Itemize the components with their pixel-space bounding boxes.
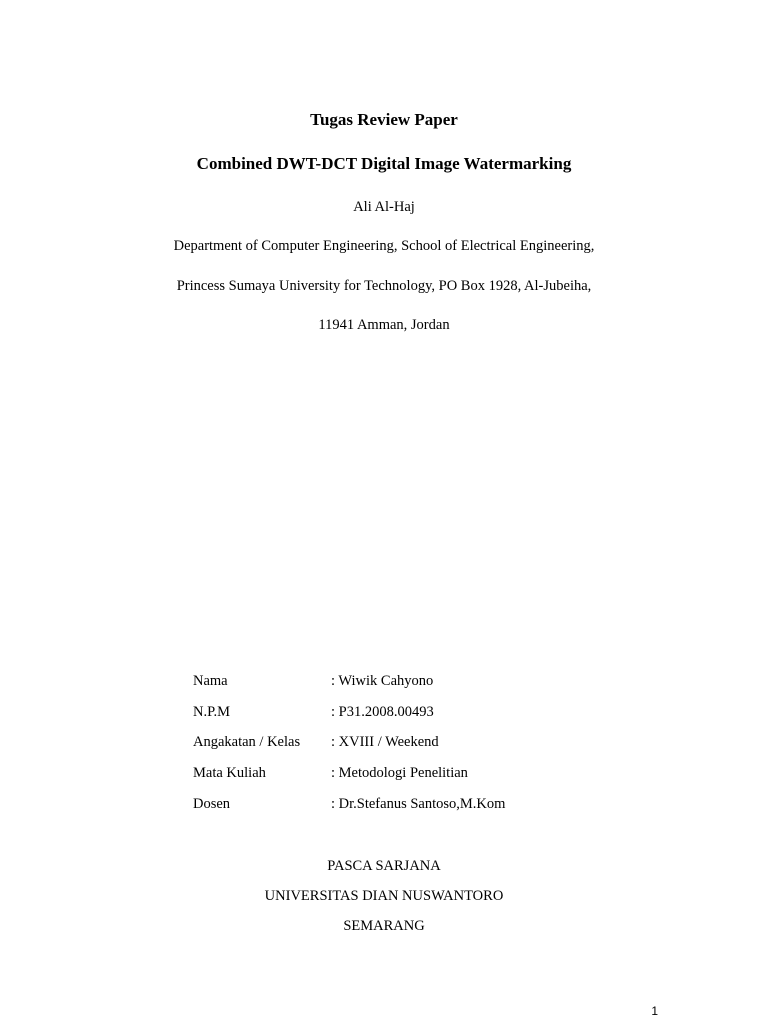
footer-program: PASCA SARJANA xyxy=(327,858,441,874)
info-label: N.P.M xyxy=(193,703,231,720)
footer-university: UNIVERSITAS DIAN NUSWANTORO xyxy=(264,888,504,904)
page-number: 1 xyxy=(651,1004,658,1018)
paper-title: Combined DWT-DCT Digital Image Watermarking xyxy=(196,154,572,173)
info-label: Dosen xyxy=(193,795,231,812)
author-name: Ali Al-Haj xyxy=(353,199,415,215)
info-row-dosen xyxy=(193,794,613,825)
affiliation-line-2: Princess Sumaya University for Technology, PO Box 1928, Al-Jubeiha, xyxy=(176,278,592,294)
info-value: : Dr.Stefanus Santoso,M.Kom xyxy=(331,795,506,812)
info-label: Mata Kuliah xyxy=(193,765,266,782)
info-row-mata-kuliah xyxy=(193,763,613,794)
affiliation-line-3: 11941 Amman, Jordan xyxy=(318,317,450,333)
info-row-npm xyxy=(193,702,613,733)
student-info-table xyxy=(193,671,613,824)
info-label: Nama xyxy=(193,673,228,689)
info-row-angkatan-kelas xyxy=(193,732,613,763)
info-label: Angakatan / Kelas xyxy=(193,734,301,751)
footer-city: SEMARANG xyxy=(343,918,425,934)
info-value: : XVIII / Weekend xyxy=(331,734,439,751)
info-value: : Metodologi Penelitian xyxy=(331,765,468,782)
document-heading: Tugas Review Paper xyxy=(310,110,458,129)
affiliation-line-1: Department of Computer Engineering, School of Electrical Engineering, xyxy=(173,238,595,254)
info-value: : Wiwik Cahyono xyxy=(331,673,434,689)
info-value: : P31.2008.00493 xyxy=(331,703,434,720)
info-row-nama xyxy=(193,671,613,702)
